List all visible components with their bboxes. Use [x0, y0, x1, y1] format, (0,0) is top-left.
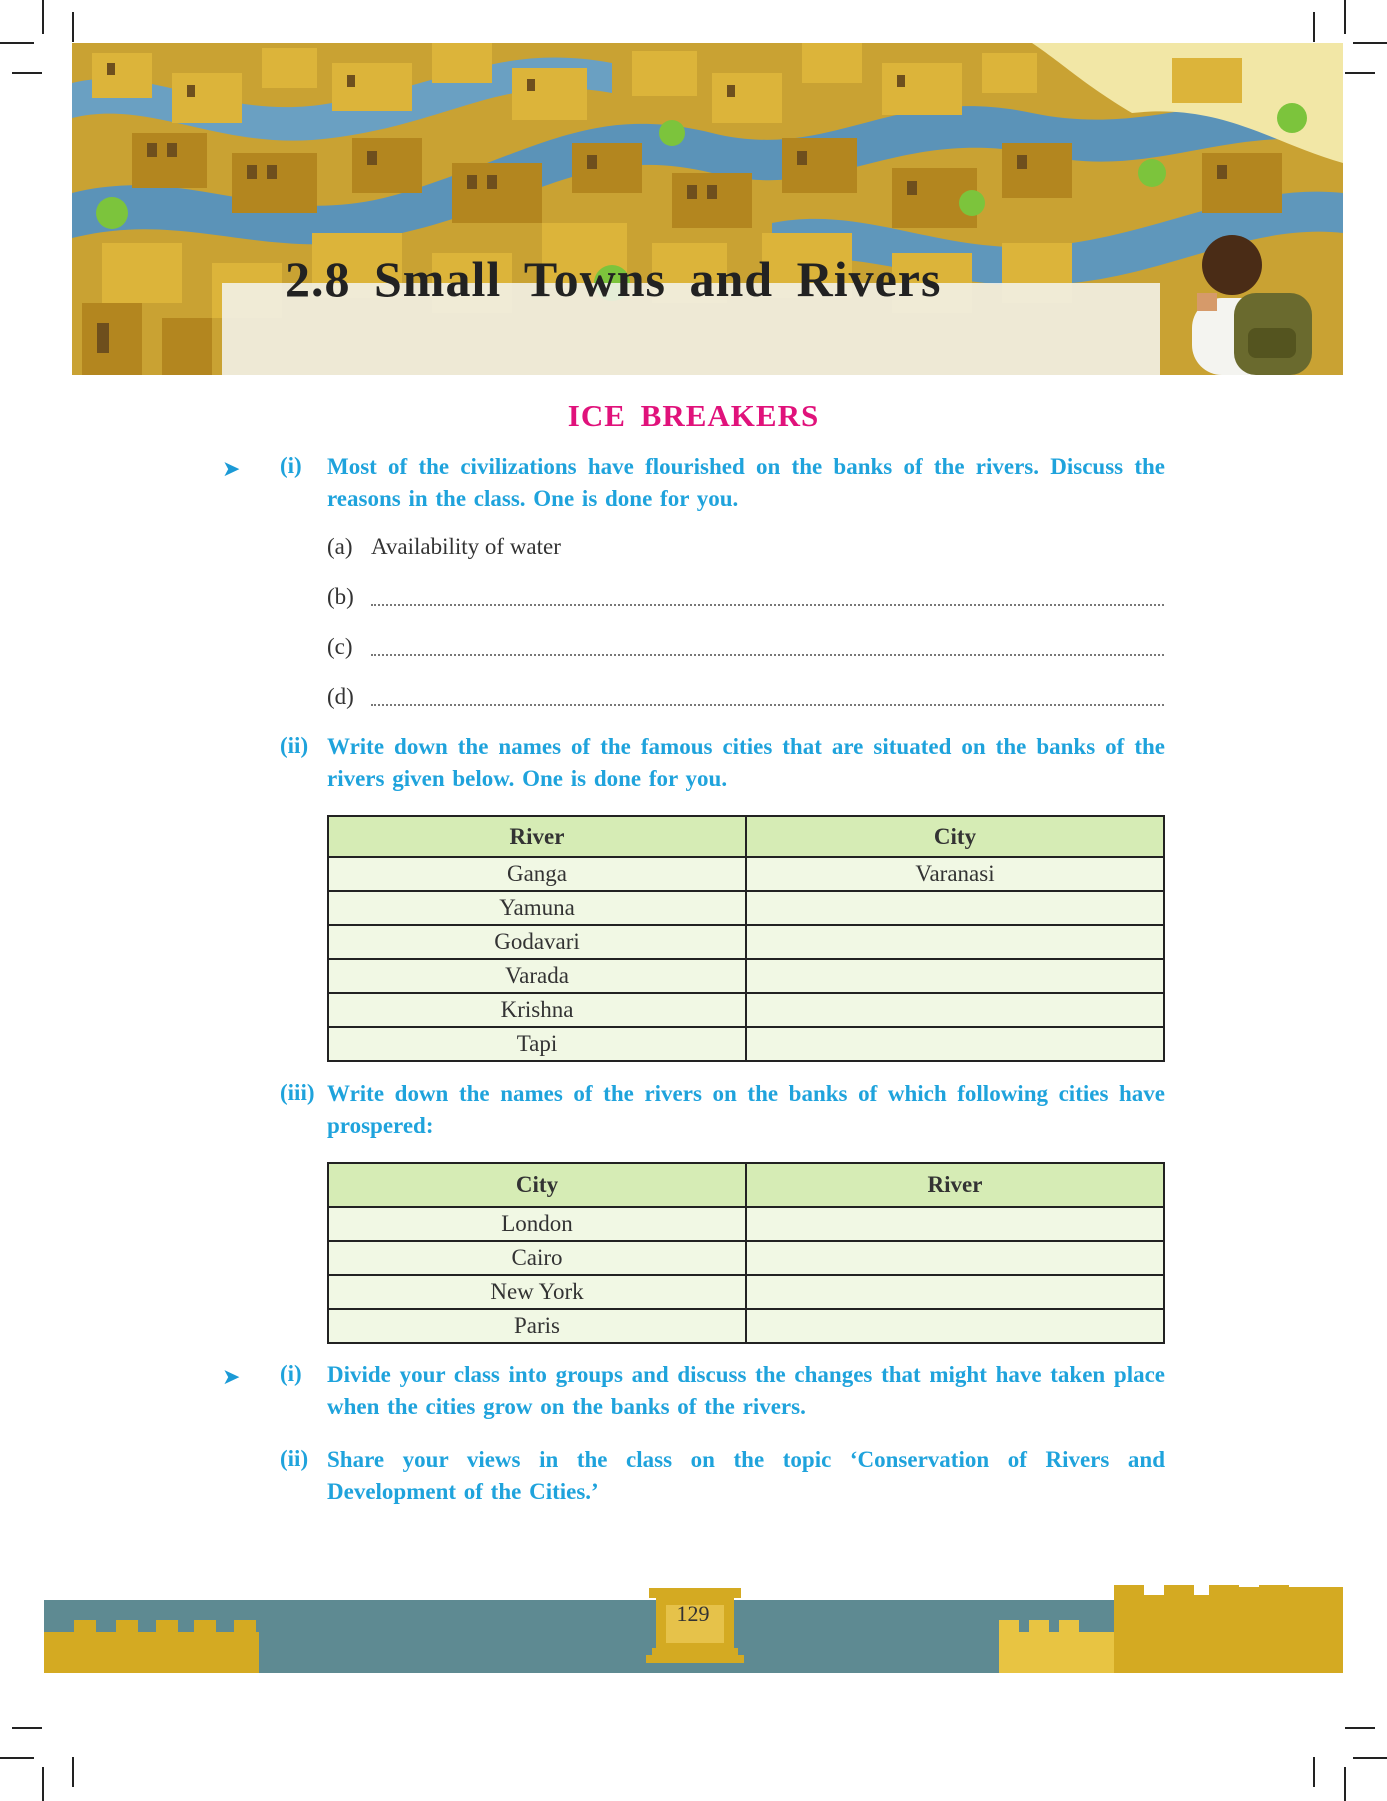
- answer-cell[interactable]: [746, 1309, 1164, 1343]
- answer-line[interactable]: [371, 654, 1164, 656]
- table-cell: Godavari: [328, 925, 746, 959]
- item-letter: (b): [327, 584, 354, 609]
- table-row: [328, 1275, 1164, 1309]
- item-letter: (a): [327, 534, 353, 559]
- crop-mark: [1313, 12, 1315, 42]
- table-cell: Varada: [328, 959, 746, 993]
- crop-mark: [0, 1757, 34, 1759]
- question-number: (i): [280, 1361, 302, 1386]
- table-cell: New York: [328, 1275, 746, 1309]
- answer-cell[interactable]: [746, 1275, 1164, 1309]
- answer-line[interactable]: [371, 604, 1164, 606]
- crop-mark: [1313, 1757, 1315, 1787]
- question-number: (ii): [280, 733, 309, 758]
- table-row: [328, 925, 1164, 959]
- question-number: (i): [280, 453, 302, 478]
- crop-mark: [12, 72, 42, 74]
- column-header: City: [746, 816, 1164, 857]
- crop-mark: [72, 1757, 74, 1787]
- city-river-table: [327, 1162, 1165, 1344]
- crop-mark: [1344, 0, 1346, 34]
- item-letter: (d): [327, 684, 354, 709]
- answer-line[interactable]: [371, 704, 1164, 706]
- crop-mark: [72, 12, 74, 42]
- table-header-row: [328, 1163, 1164, 1207]
- table-cell: Paris: [328, 1309, 746, 1343]
- crop-mark: [1353, 1757, 1387, 1759]
- question-number: (iii): [280, 1080, 315, 1105]
- table-header-row: [328, 816, 1164, 857]
- table-row: [328, 1241, 1164, 1275]
- crop-mark: [1345, 72, 1375, 74]
- table-cell: Cairo: [328, 1241, 746, 1275]
- question-text: Write down the names of the rivers on the banks of which following cities have prospered:: [327, 1081, 1165, 1138]
- list-item: [327, 534, 561, 560]
- table-row: [328, 993, 1164, 1027]
- answer-cell[interactable]: [746, 1207, 1164, 1241]
- chapter-title: 2.8 Small Towns and Rivers: [285, 251, 942, 307]
- table-cell: Yamuna: [328, 891, 746, 925]
- section-heading: ICE BREAKERS: [567, 398, 820, 433]
- column-header: City: [328, 1163, 746, 1207]
- crop-mark: [1345, 1727, 1375, 1729]
- question-text: Write down the names of the famous cities that are situated on the banks of the rivers given below. One is done for you.: [327, 734, 1165, 791]
- crop-mark: [12, 1727, 42, 1729]
- table-row: [328, 857, 1164, 891]
- item-letter: (c): [327, 634, 353, 659]
- table-row: [328, 1027, 1164, 1061]
- question-number: (ii): [280, 1446, 309, 1471]
- arrowhead-bullet-icon: ➤: [222, 1364, 241, 1389]
- table-row: [328, 1207, 1164, 1241]
- answer-cell[interactable]: [746, 891, 1164, 925]
- arrowhead-bullet-icon: ➤: [222, 456, 241, 481]
- column-header: River: [328, 816, 746, 857]
- table-row: [328, 959, 1164, 993]
- table-cell: Ganga: [328, 857, 746, 891]
- crop-mark: [42, 1767, 44, 1801]
- table-row: [328, 1309, 1164, 1343]
- table-row: [328, 891, 1164, 925]
- table-cell: Tapi: [328, 1027, 746, 1061]
- page-number: 129: [676, 1601, 710, 1626]
- crop-mark: [0, 42, 34, 44]
- list-item: [327, 584, 371, 610]
- item-answer: Availability of water: [371, 534, 561, 559]
- crop-mark: [1344, 1767, 1346, 1801]
- answer-cell[interactable]: [746, 925, 1164, 959]
- answer-cell[interactable]: [746, 1027, 1164, 1061]
- table-cell: Varanasi: [746, 857, 1164, 891]
- crop-mark: [42, 0, 44, 34]
- river-city-table: [327, 815, 1165, 1062]
- answer-cell[interactable]: [746, 1241, 1164, 1275]
- crop-mark: [1353, 42, 1387, 44]
- table-cell: London: [328, 1207, 746, 1241]
- question-text: Share your views in the class on the topic ‘Conservation of Rivers and Development of the Cities.’: [327, 1447, 1165, 1504]
- chapter-banner: [72, 43, 1343, 375]
- question-text: Divide your class into groups and discuss the changes that might have taken place when the cities grow on the banks of the rivers.: [327, 1362, 1165, 1419]
- answer-cell[interactable]: [746, 959, 1164, 993]
- question-text: Most of the civilizations have flourished on the banks of the rivers. Discuss the reasons in the class. One is done for you.: [327, 454, 1165, 511]
- column-header: River: [746, 1163, 1164, 1207]
- table-cell: Krishna: [328, 993, 746, 1027]
- list-item: [327, 684, 371, 710]
- answer-cell[interactable]: [746, 993, 1164, 1027]
- list-item: [327, 634, 371, 660]
